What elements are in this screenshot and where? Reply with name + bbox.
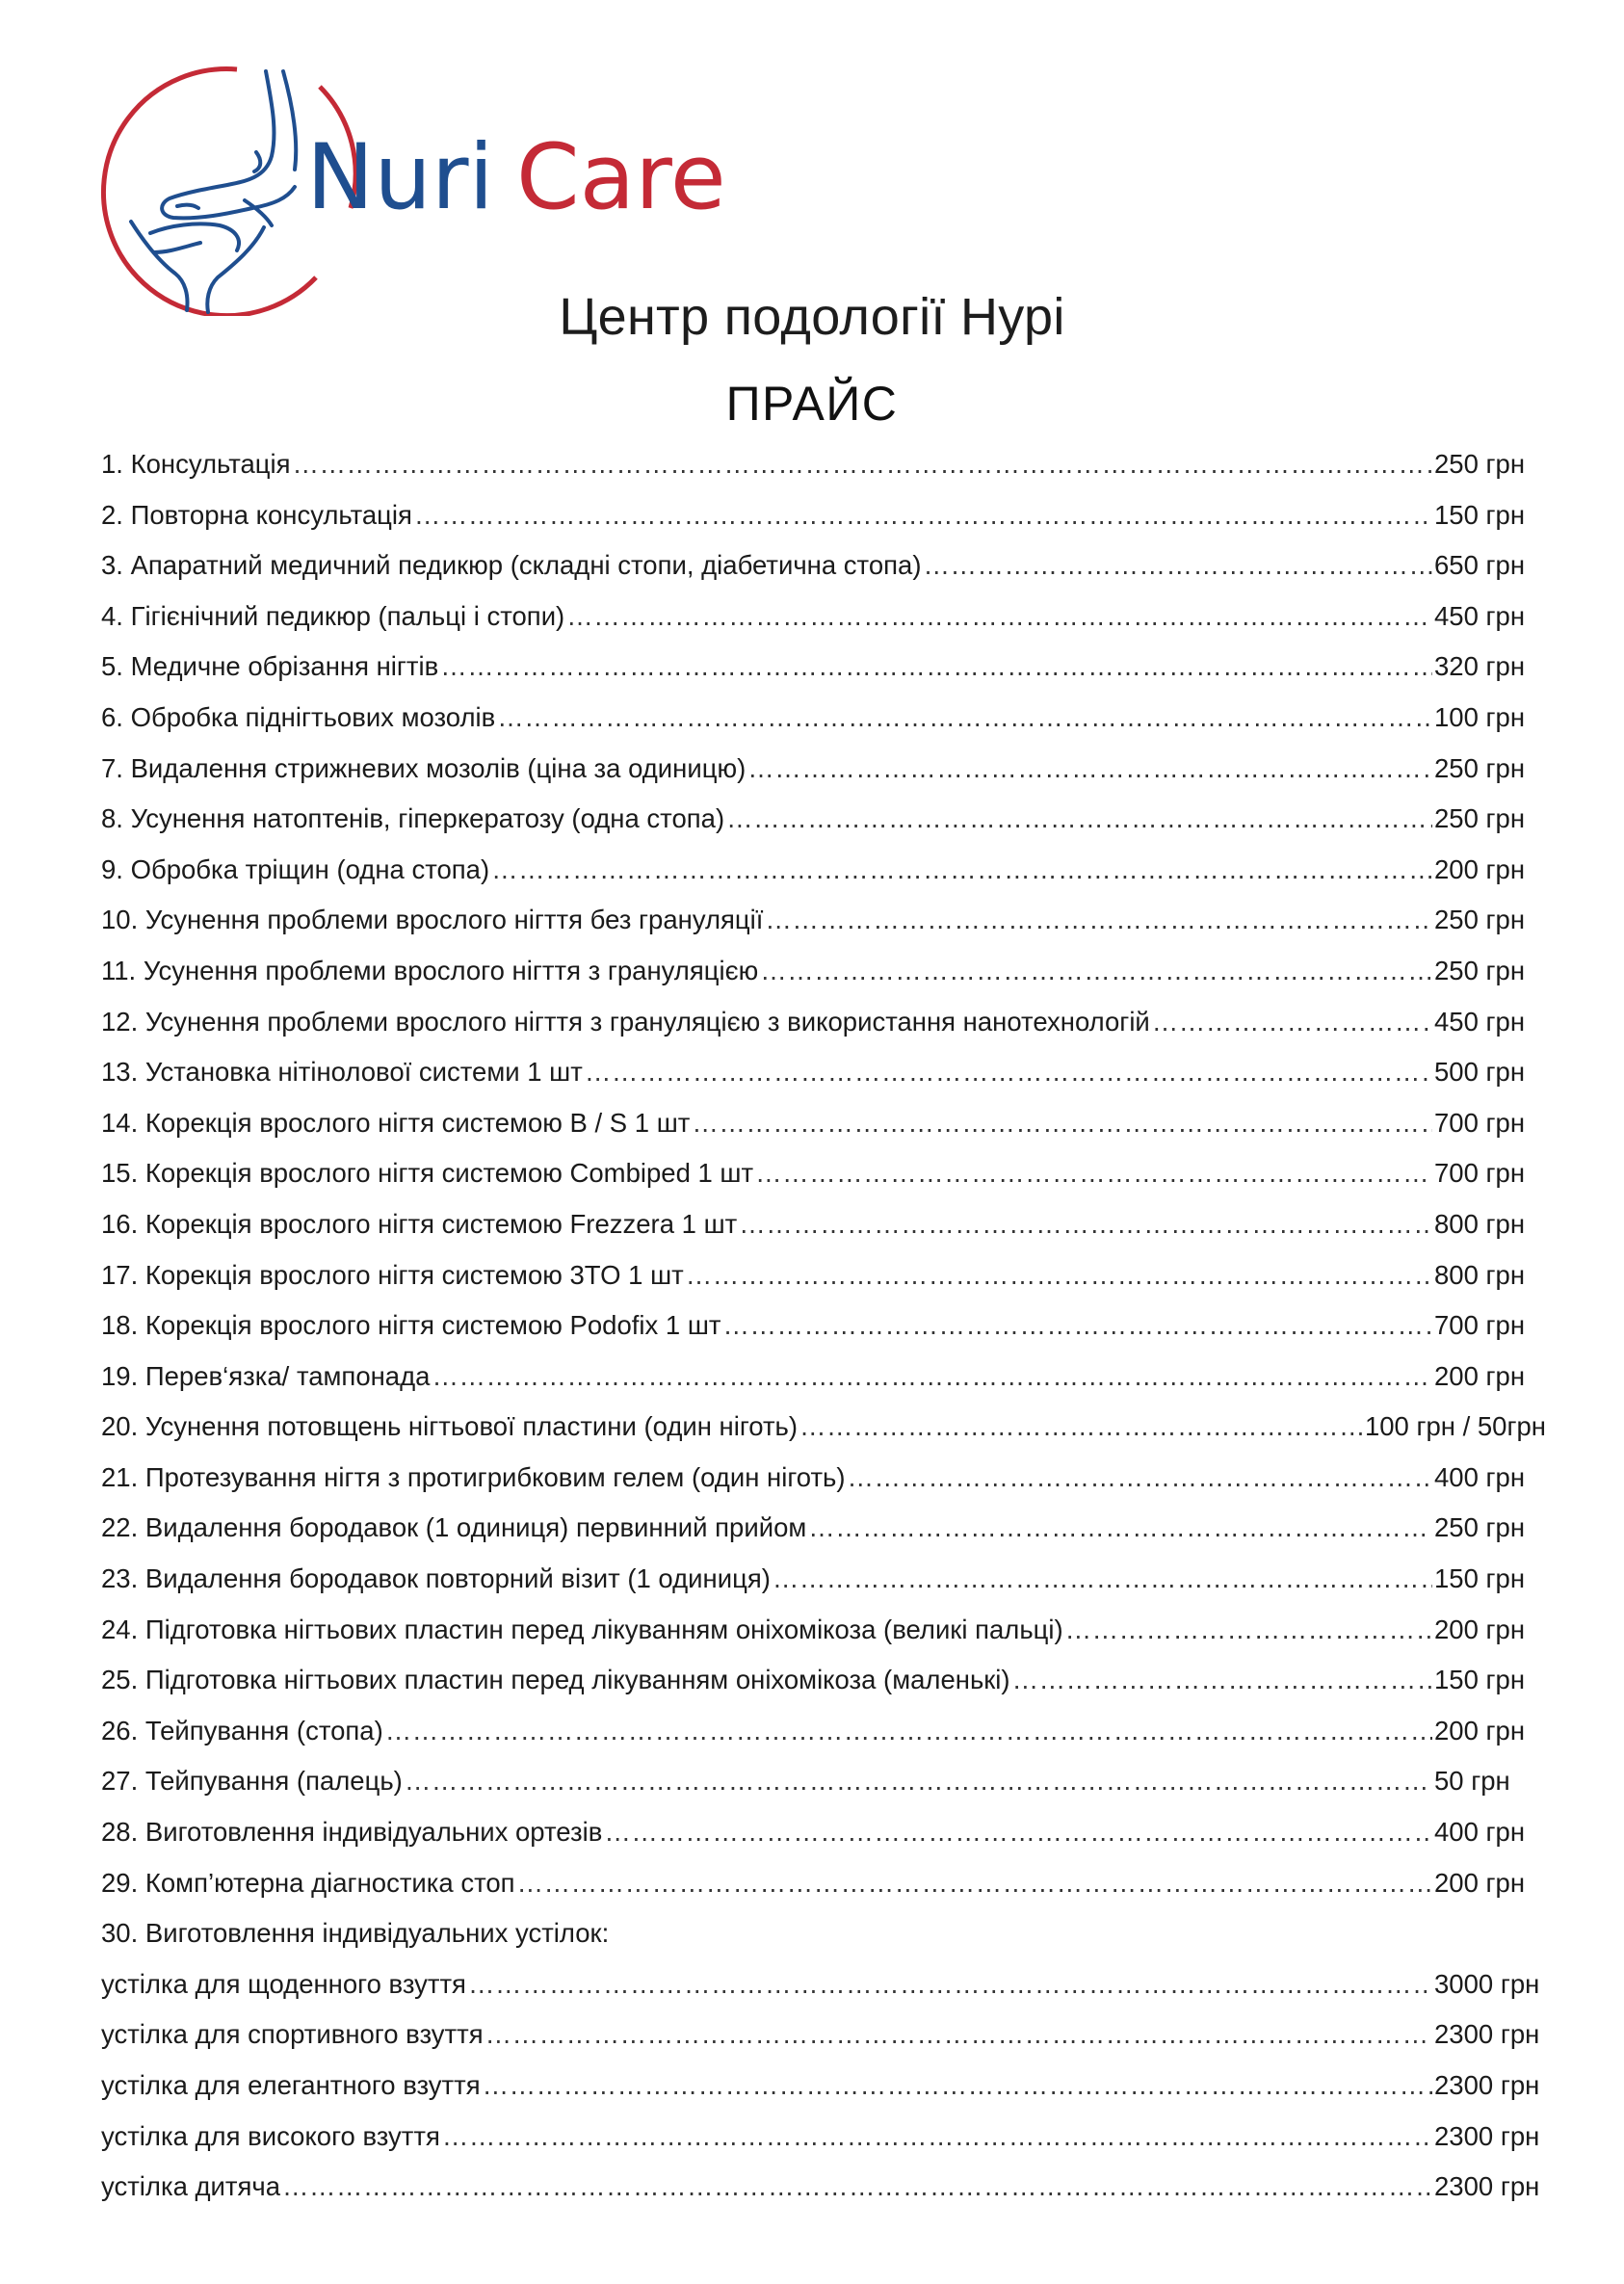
leader-dots (282, 2162, 1432, 2213)
service-price: 800 грн (1434, 1208, 1526, 1239)
leader-dots (517, 1858, 1432, 1909)
service-name: 17. Корекція врослого нігтя системою 3TO 1 шт (101, 1259, 684, 1290)
service-name: 15. Корекція врослого нігтя системою Combiped 1 шт (101, 1158, 754, 1189)
service-name: устілка для спортивного взуття (101, 2019, 484, 2050)
price-item (101, 1250, 1546, 1301)
hands-and-foot-icon (131, 71, 296, 312)
leader-dots (1152, 997, 1432, 1048)
price-item (101, 1655, 1546, 1706)
service-price: 400 грн (1434, 1461, 1526, 1492)
service-name: 29. Комп’ютерна діагностика стоп (101, 1867, 515, 1898)
leader-dots (848, 1453, 1432, 1504)
service-price: 50 грн (1434, 1766, 1510, 1797)
leader-dots (442, 2112, 1432, 2163)
service-price: 700 грн (1434, 1107, 1526, 1138)
service-name: 16. Корекція врослого нігтя системою Frezzera 1 шт (101, 1208, 738, 1239)
service-name: 18. Корекція врослого нігтя системою Podofix 1 шт (101, 1310, 721, 1341)
price-item (101, 2061, 1546, 2112)
leader-dots (491, 845, 1432, 896)
service-price: 150 грн (1434, 499, 1526, 530)
price-item (101, 1858, 1546, 1909)
price-item (101, 540, 1546, 591)
service-price: 320 грн (1434, 651, 1526, 682)
logo-circle-arc (103, 69, 316, 316)
service-name: устілка для елегантного взуття (101, 2070, 481, 2100)
service-price: 150 грн (1434, 1563, 1526, 1594)
service-name: 14. Корекція врослого нігтя системою B / S 1 шт (101, 1107, 691, 1138)
service-name: 30. Виготовлення індивідуальних устілок: (101, 1918, 610, 1949)
price-item (101, 1453, 1546, 1504)
service-price: 200 грн (1434, 1360, 1526, 1391)
price-item (101, 845, 1546, 896)
price-item (101, 1756, 1546, 1807)
price-item (101, 1402, 1546, 1453)
price-item (101, 2112, 1546, 2163)
service-name: 24. Підготовка нігтьових пластин перед лікуванням оніхомікоза (великі пальці) (101, 1614, 1063, 1644)
service-price: 800 грн (1434, 1259, 1526, 1290)
service-price: 250 грн (1434, 752, 1526, 783)
service-price: 200 грн (1434, 1715, 1526, 1746)
price-item (101, 439, 1546, 490)
service-name: 13. Установка нітінолової системи 1 шт (101, 1057, 583, 1088)
service-price: 2300 грн (1434, 2070, 1540, 2100)
service-price: 200 грн (1434, 853, 1526, 884)
service-price: 650 грн (1434, 550, 1526, 581)
service-price: 450 грн (1434, 600, 1526, 631)
price-item (101, 1300, 1546, 1352)
service-name: устілка для щоденного взуття (101, 1968, 466, 1999)
service-price: 400 грн (1434, 1817, 1526, 1848)
service-name: 8. Усунення натоптенів, гіперкератозу (одна стопа) (101, 803, 725, 834)
leader-dots (726, 794, 1432, 845)
service-price: 100 грн (1434, 701, 1526, 732)
service-name: 20. Усунення потовщень нігтьової пластини (один ніготь) (101, 1411, 799, 1442)
leader-dots (468, 1959, 1432, 2010)
brand-name-part1: Nuri (306, 125, 494, 230)
service-name: 6. Обробка піднігтьових мозолів (101, 701, 496, 732)
brand-logo (92, 64, 728, 316)
price-item (101, 1503, 1546, 1554)
service-name: 5. Медичне обрізання нігтів (101, 651, 439, 682)
service-price: 700 грн (1434, 1310, 1526, 1341)
service-name: 3. Апаратний медичний педикюр (складні стопи, діабетична стопа) (101, 550, 922, 581)
service-price: 150 грн (1434, 1665, 1526, 1695)
leader-dots (1012, 1655, 1432, 1706)
leader-dots (808, 1503, 1432, 1554)
service-name: 19. Перев‘язка/ тампонада (101, 1360, 431, 1391)
leader-dots (692, 1098, 1432, 1149)
service-name: устілка дитяча (101, 2171, 281, 2202)
service-price: 250 грн (1434, 449, 1526, 479)
price-list (101, 439, 1546, 2213)
price-item (101, 895, 1546, 946)
leader-dots (485, 2009, 1432, 2061)
leader-dots (293, 439, 1432, 490)
service-name: 28. Виготовлення індивідуальних ортезів (101, 1817, 603, 1848)
service-name: 27. Тейпування (палець) (101, 1766, 403, 1797)
price-item (101, 2009, 1546, 2061)
service-name: 21. Протезування нігтя з протигрибковим гелем (один ніготь) (101, 1461, 846, 1492)
leader-dots (755, 1148, 1432, 1199)
service-price: 200 грн (1434, 1614, 1526, 1644)
service-price: 250 грн (1434, 803, 1526, 834)
price-item (101, 997, 1546, 1048)
service-price: 250 грн (1434, 955, 1526, 985)
service-name: 10. Усунення проблеми врослого нігття без грануляції (101, 905, 764, 935)
price-item (101, 1199, 1546, 1250)
leader-dots (1065, 1605, 1432, 1656)
service-price: 200 грн (1434, 1867, 1526, 1898)
leader-dots (566, 591, 1432, 643)
service-name: 9. Обробка тріщин (одна стопа) (101, 853, 490, 884)
price-item (101, 1554, 1546, 1605)
leader-dots (497, 693, 1432, 744)
service-name: 23. Видалення бородавок повторний візит (1 одиниця) (101, 1563, 771, 1594)
service-name: 12. Усунення проблеми врослого нігття з грануляцією з використання нанотехнологій (101, 1006, 1150, 1037)
service-price: 2300 грн (1434, 2171, 1540, 2202)
service-price: 100 грн / 50грн (1364, 1411, 1546, 1442)
price-item (101, 1352, 1546, 1403)
service-name: 11. Усунення проблеми врослого нігття з грануляцією (101, 955, 759, 985)
price-item (101, 1959, 1546, 2010)
price-item (101, 744, 1546, 795)
price-item (101, 1605, 1546, 1656)
leader-dots (747, 744, 1432, 795)
service-price: 3000 грн (1434, 1968, 1540, 1999)
service-name: 22. Видалення бородавок (1 одиниця) первинний прийом (101, 1512, 807, 1543)
service-name: 26. Тейпування (стопа) (101, 1715, 383, 1746)
center-name: Центр подології Нурі (559, 288, 1065, 346)
leader-dots (440, 642, 1432, 693)
service-name: 2. Повторна консультація (101, 499, 412, 530)
brand-name-part2: Care (516, 125, 726, 230)
service-price: 700 грн (1434, 1158, 1526, 1189)
price-item (101, 1148, 1546, 1199)
price-item (101, 794, 1546, 845)
service-name: устілка для високого взуття (101, 2120, 440, 2151)
price-item (101, 1908, 1546, 1959)
service-price: 250 грн (1434, 1512, 1526, 1543)
service-price: 2300 грн (1434, 2019, 1540, 2050)
page-title: ПРАЙС (725, 377, 899, 431)
service-price: 2300 грн (1434, 2120, 1540, 2151)
price-item (101, 591, 1546, 643)
leader-dots (483, 2061, 1432, 2112)
service-name: 7. Видалення стрижневих мозолів (ціна за одиницю) (101, 752, 747, 783)
leader-dots (585, 1047, 1432, 1098)
service-name: 1. Консультація (101, 449, 291, 479)
price-item (101, 1706, 1546, 1757)
price-item (101, 642, 1546, 693)
leader-dots (923, 540, 1432, 591)
price-item (101, 490, 1546, 541)
leader-dots (686, 1250, 1432, 1301)
price-item (101, 1047, 1546, 1098)
leader-dots (604, 1807, 1432, 1858)
leader-dots (432, 1352, 1432, 1403)
price-item (101, 946, 1546, 997)
leader-dots (773, 1554, 1432, 1605)
leader-dots (765, 895, 1432, 946)
price-item (101, 1807, 1546, 1858)
leader-dots (405, 1756, 1432, 1807)
leader-dots (799, 1402, 1363, 1453)
leader-dots (722, 1300, 1432, 1352)
service-name: 4. Гігієнічний педикюр (пальці і стопи) (101, 600, 565, 631)
leader-dots (739, 1199, 1432, 1250)
price-item (101, 2162, 1546, 2213)
service-price: 250 грн (1434, 905, 1526, 935)
leader-dots (760, 946, 1432, 997)
service-name: 25. Підготовка нігтьових пластин перед лікуванням оніхомікоза (маленькі) (101, 1665, 1010, 1695)
service-price: 500 грн (1434, 1057, 1526, 1088)
leader-dots (414, 490, 1432, 541)
price-item (101, 693, 1546, 744)
service-price: 450 грн (1434, 1006, 1526, 1037)
price-item (101, 1098, 1546, 1149)
leader-dots (385, 1706, 1432, 1757)
